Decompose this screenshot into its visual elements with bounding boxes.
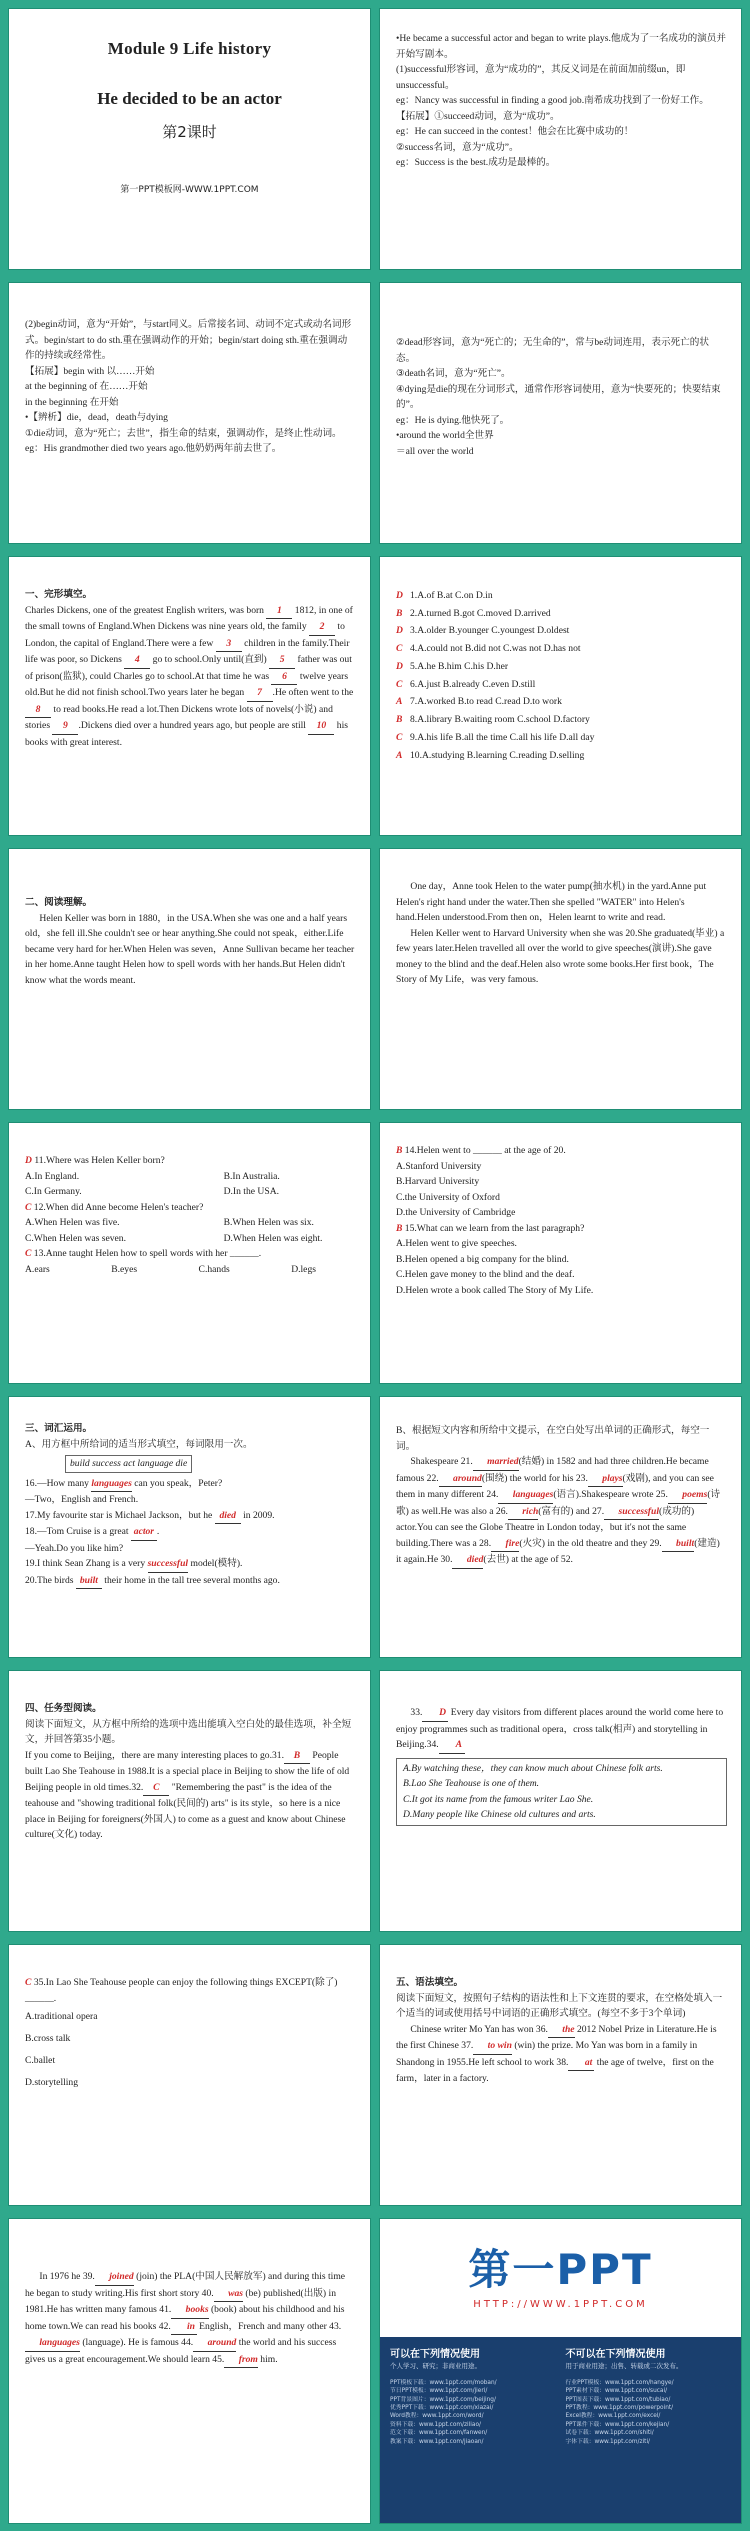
option-row <box>396 729 727 747</box>
passage-text: go to school.Only until(直到) <box>150 654 270 666</box>
question-option: D.Helen wrote a book called The Story of My Life. <box>396 1284 594 1296</box>
option-pair <box>25 1169 356 1185</box>
resource-link[interactable]: Excel教程：www.1ppt.com/excel/ <box>565 2413 661 2420</box>
option-line: D.Many people like Chinese old cultures and arts. <box>403 1809 596 1821</box>
resource-link[interactable]: PPT背景图片：www.1ppt.com/beijing/ <box>390 2396 496 2403</box>
vocab-answer: actor <box>131 1524 157 1541</box>
answer-blank: 1 <box>266 603 292 620</box>
vocab-items <box>25 1476 356 1590</box>
cloze-passage <box>25 603 356 751</box>
question-option: D.storytelling <box>25 2077 79 2089</box>
resource-link[interactable]: PPT教程：www.1ppt.com/powerpoint/ <box>565 2404 674 2411</box>
answer-blank: 8 <box>25 702 51 719</box>
question-text: 13.Anne taught Helen how to spell words with her ______. <box>31 1248 262 1260</box>
question-option: C.ballet <box>25 2055 56 2067</box>
question-stem <box>25 1153 356 1169</box>
question-text: 15.What can we learn from the last paragraph? <box>402 1222 585 1234</box>
answer-blank: from <box>224 2352 258 2369</box>
question-option: D.the University of Cambridge <box>396 1207 516 1219</box>
question-text: 12.When did Anne become Helen's teacher? <box>31 1201 204 1213</box>
answer-blank: around <box>193 2335 236 2352</box>
cloze-options <box>396 587 727 764</box>
option-answer: A <box>396 696 403 708</box>
question-answer: C <box>25 1201 32 1213</box>
question-option: C.When Helen was seven. <box>25 1232 126 1244</box>
links-list-1 <box>390 2379 556 2446</box>
q35-options <box>25 2006 356 2094</box>
passage-text: twelve years old.But he did not finish school.Two years later he began <box>25 670 349 699</box>
slide-grammar <box>379 1944 742 2206</box>
notes-successful <box>396 31 727 171</box>
grammar-passage <box>396 2022 727 2087</box>
resource-link[interactable]: 范文下载：www.1ppt.com/fanwen/ <box>390 2430 488 2437</box>
passage-text: father was out of prison(监狱), could Charles go to school.At that time he was <box>25 654 352 682</box>
note-line: ①die动词，意为“死亡；去世”，指生命的结束，强调动作，是终止性动词。 <box>25 427 342 439</box>
reading-text-2 <box>396 879 727 988</box>
resource-link[interactable]: 行业PPT模板：www.1ppt.com/hangye/ <box>565 2379 674 2386</box>
passage-text: English，French and many other 43. <box>196 2320 342 2332</box>
resource-link[interactable]: 资料下载：www.1ppt.com/ziliao/ <box>390 2421 481 2428</box>
passage-text: 2012 Nobel Prize in Literature.He is the first Chinese 37. <box>396 2023 717 2052</box>
option-answer: B <box>396 607 403 619</box>
q34-answer: A <box>439 1737 465 1754</box>
question-option: C.In Germany. <box>25 1186 82 1198</box>
vocab-heading: 三、词汇运用。 <box>25 1423 93 1434</box>
answer-blank: plays <box>588 1471 623 1488</box>
slide-vocab-b <box>379 1396 742 1658</box>
answer-blank: died <box>452 1552 483 1569</box>
q35-answer: C <box>25 1977 32 1988</box>
slide-task-reading <box>8 1670 371 1932</box>
allowed-sub: 个人学习、研究；非商业用途。 <box>390 2362 481 2370</box>
grammar-passage-2 <box>25 2269 356 2368</box>
passage-text: (win) the prize. <box>511 2040 574 2052</box>
question-option: B.cross talk <box>25 2033 71 2045</box>
vocab-text: model(模特). <box>188 1558 243 1570</box>
option-answer: D <box>396 660 403 672</box>
option-answer: C <box>396 643 403 655</box>
task-content <box>25 1701 356 1843</box>
option-answer: C <box>396 678 403 690</box>
notes-begin <box>25 317 356 457</box>
slide-task-options <box>379 1670 742 1932</box>
passage-text: People built Lao She Teahouse in 1988.It is a special place in Beijing to show the life of old Beijing people in old times.32. <box>25 1749 350 1793</box>
slide-title <box>8 8 371 270</box>
q33-text: Every day visitors from different places around the world come here to enjoy programmes such as traditional opera，cross talk(相声) and storytelling in Beijing.34. <box>396 1707 724 1751</box>
resource-link[interactable]: PPT模板下载：www.1ppt.com/moban/ <box>390 2379 497 2386</box>
option-text: 4.A.could not B.did not C.was not D.has not <box>410 643 581 655</box>
vocab-item <box>25 1492 356 1508</box>
option-text: 10.A.studying B.learning C.reading D.selling <box>410 749 585 761</box>
resource-link[interactable]: PPT课件下载：www.1ppt.com/kejian/ <box>565 2421 670 2428</box>
forbidden-title: 不可以在下列情况使用 <box>565 2349 666 2360</box>
question-answer: D <box>25 1155 32 1166</box>
answer-blank: B <box>284 1748 310 1765</box>
slide-questions-11-13 <box>8 1122 371 1384</box>
answer-blank: languages <box>25 2335 80 2352</box>
option-text: 3.A.older B.younger C.youngest D.oldest <box>410 625 570 637</box>
answer-blank: to win <box>473 2038 512 2055</box>
answer-blank: was <box>214 2286 243 2303</box>
vocab-text: . <box>156 1526 160 1538</box>
resource-link[interactable]: 节日PPT模板：www.1ppt.com/jieri/ <box>390 2388 488 2395</box>
question-option: B.Harvard University <box>396 1176 480 1188</box>
passage-text: If you come to Beijing，there are many interesting places to go. <box>25 1749 272 1761</box>
allowed-title: 可以在下列情况使用 <box>390 2349 480 2360</box>
vocab-answer: languages <box>91 1476 132 1493</box>
resource-link[interactable]: PPT图表下载：www.1ppt.com/tubiao/ <box>565 2396 671 2403</box>
option-answer: D <box>396 625 403 637</box>
vocab-item <box>25 1573 356 1590</box>
passage-text: 31. <box>271 1749 284 1761</box>
option-text: 2.A.turned B.got C.moved D.arrived <box>410 607 551 619</box>
question-stem <box>25 1200 356 1216</box>
option-row <box>396 693 727 711</box>
vocab-answer: died <box>215 1508 241 1525</box>
passage-text: him. <box>257 2353 278 2365</box>
task-heading: 四、任务型阅读。 <box>25 1703 102 1714</box>
question-answer: B <box>396 1222 403 1234</box>
questions-11-13 <box>25 1153 356 1277</box>
site-footer: 第一PPT模板网-WWW.1PPT.COM <box>120 185 259 195</box>
answer-blank: rich <box>508 1504 538 1521</box>
question-text: 11.Where was Helen Keller born? <box>31 1155 165 1166</box>
note-line: ④dying是die的现在分词形式，通常作形容词使用，意为“快要死的；快要结束的”。 <box>396 383 721 411</box>
question-stem <box>396 1221 727 1237</box>
question-option: B.When Helen was six. <box>223 1217 314 1229</box>
resource-link[interactable]: 教案下载：www.1ppt.com/jiaoan/ <box>390 2438 484 2445</box>
note-line: •【辨析】die，dead，death与dying <box>25 412 168 424</box>
task-options-content <box>396 1705 727 1830</box>
option-row <box>396 747 727 765</box>
answer-blank: 2 <box>309 619 335 636</box>
answer-blank: 5 <box>269 652 295 669</box>
slide-questions-14-15 <box>379 1122 742 1384</box>
answer-blank: books <box>171 2302 208 2319</box>
question-answer: B <box>396 1145 403 1156</box>
passage-text: (结婚) in 1582 and had three children.He became famous 22. <box>396 1456 709 1484</box>
option-row <box>396 658 727 676</box>
option-answer: C <box>396 731 403 743</box>
task-passage <box>25 1748 356 1843</box>
note-line: 【拓展】begin with 以……开始 <box>25 365 155 377</box>
question-stem <box>396 1143 727 1159</box>
grammar-instruction: 阅读下面短文，按照句子结构的语法性和上下文连贯的要求，在空格处填入一个适当的词或使用括号中词语的正确形式填空。(每空不多于3个单词) <box>396 1992 723 2020</box>
answer-blank: successful <box>604 1504 659 1521</box>
passage-text: Shakespeare 21. <box>410 1456 473 1468</box>
vocab-b-content <box>396 1423 727 1569</box>
cloze-heading: 一、完形填空。 <box>25 589 93 600</box>
option-line: C.It got its name from the famous writer Lao She. <box>403 1793 594 1805</box>
passage-text: (围绕) the world for his 23. <box>481 1472 588 1484</box>
passage-text: (诗歌) as well.He was also a 26. <box>396 1489 721 1517</box>
slide-begin <box>8 282 371 544</box>
slide-ppt-ad <box>379 2218 742 2524</box>
passage-text: (be) published(出版) in 1981.He has written many famous 41. <box>25 2287 336 2316</box>
cloze-content <box>25 587 356 750</box>
vocab-text: —Yeah.Do you like him? <box>25 1542 124 1554</box>
passage-text: Charles Dickens, one of the greatest English writers, was born <box>25 604 267 616</box>
note-line: in the beginning 在开始 <box>25 396 119 408</box>
option-row <box>25 1262 356 1278</box>
slide-successful <box>379 8 742 270</box>
answer-blank: languages <box>498 1487 553 1504</box>
note-line: (2)begin动词，意为“开始”，与start同义。后常接名词、动词不定式或动名词形式。begin/start to do sth.重在强调动作的开始；begin/start doing sth.重在强调动作的持续或经常性。 <box>25 319 352 362</box>
q33-number: 33. <box>410 1707 423 1718</box>
passage-text: In 1976 he 39. <box>39 2271 95 2282</box>
note-line: •He became a successful actor and began to write plays.他成为了一名成功的演员并开始写剧本。 <box>396 33 726 60</box>
slide-reading-1 <box>8 848 371 1110</box>
slide-dead <box>379 282 742 544</box>
option-text: 1.A.of B.at C.on D.in <box>410 590 493 601</box>
word-box: build success act language die <box>65 1455 192 1473</box>
passage-text: (火灾) in the old theatre and they 29. <box>519 1537 662 1549</box>
passage-text: "Remembering the past" is the idea of the teahouse and "showing traditional folk(民间的) arts" is its style，so here is a nice place in Beijing for foreigners(外国人) to come as a guest and know about Chinese culture(文化) today. <box>25 1781 346 1841</box>
vocab-text: 19.I think Sean Zhang is a very <box>25 1558 148 1570</box>
option-pair <box>25 1215 356 1231</box>
ppt-logo-text: 第一PPT <box>468 2245 653 2294</box>
slide-cloze <box>8 556 371 836</box>
passage-text: (去世) at the age of 52. <box>483 1554 573 1566</box>
answer-blank: in <box>171 2319 197 2336</box>
option-text: 8.A.library B.waiting room C.school D.factory <box>410 714 590 726</box>
answer-blank: joined <box>95 2269 134 2286</box>
vocab-text: can you speak，Peter? <box>131 1477 223 1489</box>
question-option: A.In England. <box>25 1170 80 1182</box>
vocab-instruction: A、用方框中所给词的适当形式填空，每词限用一次。 <box>25 1438 253 1450</box>
passage-text: (语言).Shakespeare wrote 25. <box>553 1489 668 1501</box>
answer-blank: at <box>568 2055 594 2072</box>
option-row <box>396 640 727 658</box>
passage-text: (戏剧), and you can see them in many different 24. <box>396 1472 714 1501</box>
option-text: 7.A.worked B.to read C.read D.to work <box>410 696 562 708</box>
question-option: A.ears <box>25 1263 50 1275</box>
answer-blank: around <box>439 1471 482 1488</box>
question-option: C.hands <box>198 1263 230 1275</box>
vocab-b-instruction: B、根据短文内容和所给中文提示，在空白处写出单词的正确形式，每空一词。 <box>396 1425 710 1452</box>
passage-text: to read books.He read a lot.Then Dickens wrote lots of novels(小说) and stories <box>25 703 333 732</box>
question-stem <box>25 1246 356 1262</box>
vocab-text: 20.The birds <box>25 1574 76 1586</box>
answer-blank: 6 <box>271 669 297 686</box>
slide-cloze-options <box>379 556 742 836</box>
note-line: ②success名词，意为“成功”。 <box>396 141 519 153</box>
reading-paragraph: Helen Keller went to Harvard University when she was 20.She graduated(毕业) a few years later.Helen travelled all over the world to give speeches(演讲).She gave money to the blind and the deaf.Helen also wrote some books.Her first book，The Story of My Life，was very famous. <box>396 927 725 986</box>
passage-text: his books with great interest. <box>25 720 348 748</box>
answer-blank: 4 <box>124 652 150 669</box>
passage-text: Chinese writer Mo Yan has won 36. <box>410 2023 548 2035</box>
answer-blank: 7 <box>247 685 273 702</box>
links-list-2 <box>566 2379 732 2446</box>
ppt-info-band <box>380 2337 741 2523</box>
note-line: ③death名词，意为“死亡”。 <box>396 368 511 380</box>
passage-text: (book) about his childhood and his home town.We can read his books 42. <box>25 2304 345 2332</box>
reading-paragraph: One day，Anne took Helen to the water pump(抽水机) in the yard.Anne put Helen's right hand under the water.Then she spelled "WATER" into Helen's hand.Helen understood.From then on，Helen learnt to write and read. <box>396 881 707 924</box>
passage-text: Mo Yan was born in a family in Shandong in 1955.He left school to work 38. <box>396 2040 698 2068</box>
passage-text: to London, the capital of England.There were a few <box>25 621 345 649</box>
answer-blank: poems <box>668 1487 707 1504</box>
option-answer: D <box>396 590 403 601</box>
vocab-answer: built <box>76 1573 102 1590</box>
passage-text: (建造) it again.He 30. <box>396 1537 720 1566</box>
answer-blank: 10 <box>308 718 334 735</box>
passage-text: He is famous 44. <box>125 2337 194 2349</box>
option-line: A.By watching these，they can know much about Chinese folk arts. <box>403 1762 663 1774</box>
option-answer: A <box>396 749 403 761</box>
question-option: A.When Helen was five. <box>25 1217 120 1229</box>
passage-text: 1812, in one of the small towns of England.When Dickens was nine years old, the family <box>25 604 353 633</box>
option-row <box>396 622 727 640</box>
vocab-item <box>25 1541 356 1557</box>
task-instruction: 阅读下面短文，从方框中所给的选项中选出能填入空白处的最佳选项，补全短文，并回答第35小题。 <box>25 1718 352 1746</box>
vocab-text: 16.—How many <box>25 1477 92 1489</box>
answer-blank: built <box>662 1536 695 1553</box>
reading-text: Helen Keller was born in 1880，in the USA.When she was one and a half years old，she fell ill.She couldn't see or hear anything.She could not speak，either.Life became very hard for her.When Helen was seven，Anne Sullivan became her teacher in her home.Anne taught Helen how to spell words with her hands.But Helen didn't know what the words meant. <box>25 912 355 986</box>
note-line: eg：Nancy was successful in finding a good job.南希成功找到了一份好工作。 <box>396 95 709 107</box>
resource-link[interactable]: PPT素材下载：www.1ppt.com/sucai/ <box>565 2388 668 2395</box>
vocab-text: 17.My favourite star is Michael Jackson，but he <box>25 1509 215 1521</box>
question-option: A.traditional opera <box>25 2011 98 2023</box>
lesson-title: He decided to be an actor <box>97 89 282 108</box>
answer-blank: the <box>548 2022 575 2039</box>
questions-14-15 <box>396 1143 727 1298</box>
option-line: B.Lao She Teahouse is one of them. <box>403 1778 540 1790</box>
option-row <box>396 587 727 605</box>
passage-text: .Dickens died over a hundred years ago, but people are still <box>78 720 309 732</box>
vocab-text: —Two，English and French. <box>25 1494 139 1506</box>
option-answer: B <box>396 714 403 726</box>
question-option: B.Helen opened a big company for the blind. <box>396 1253 569 1265</box>
note-line: at the beginning of 在……开始 <box>25 381 148 393</box>
grammar-heading: 五、语法填空。 <box>396 1977 464 1988</box>
option-pair <box>25 1184 356 1200</box>
question-option: B.In Australia. <box>223 1170 280 1182</box>
q33-34 <box>396 1705 727 1754</box>
question-option: B.eyes <box>111 1263 138 1275</box>
note-line: eg：Success is the best.成功是最棒的。 <box>396 157 556 169</box>
grammar-2-content <box>25 2269 356 2368</box>
resource-link[interactable]: 优秀PPT下载：www.1ppt.com/xiazai/ <box>390 2404 494 2411</box>
vocab-text: in 2009. <box>240 1509 275 1521</box>
option-text: 9.A.his life B.all the time C.all his life D.all day <box>410 731 595 743</box>
question-option: D.In the USA. <box>223 1186 280 1198</box>
vocab-b-passage <box>396 1454 727 1569</box>
slide-grammar-2 <box>8 2218 371 2524</box>
vocab-text: their home in the tall tree several months ago. <box>101 1574 280 1586</box>
answer-blank: married <box>473 1454 519 1471</box>
passage-text: (join) the PLA(中国人民解放军) and during this time he began to study writing.His first short story 40. <box>25 2271 346 2299</box>
vocab-item <box>25 1476 356 1493</box>
reading-heading: 二、阅读理解。 <box>25 897 93 908</box>
note-line: eg：He can succeed in the contest！他会在比赛中成功的！ <box>396 126 634 138</box>
period-label: 第2课时 <box>162 123 217 141</box>
resource-link[interactable]: 试卷下载：www.1ppt.com/shiti/ <box>565 2430 654 2437</box>
passage-text: (成功的) actor.You can see the Globe Theatre in London today，but it's not the same building.There was a 28. <box>396 1505 695 1549</box>
question-text: 14.Helen went to ______ at the age of 20. <box>402 1145 566 1156</box>
answer-blank: C <box>143 1780 169 1797</box>
question-answer: C <box>25 1248 32 1260</box>
vocab-item <box>25 1524 356 1541</box>
vocab-a-content <box>25 1421 356 1589</box>
options-box <box>396 1758 727 1826</box>
note-line: 【拓展】①succeed动词，意为“成功”。 <box>396 110 560 122</box>
passage-text: (富有的) and 27. <box>538 1505 605 1517</box>
q35-content <box>25 1975 356 2094</box>
slide-q35 <box>8 1944 371 2206</box>
resource-link[interactable]: Word教程：www.1ppt.com/word/ <box>390 2413 484 2420</box>
passage-text: .He often went to the <box>272 687 354 699</box>
option-row <box>396 711 727 729</box>
q33-answer: D <box>422 1705 448 1722</box>
reading-content <box>25 895 356 988</box>
answer-blank: 9 <box>52 718 78 735</box>
answer-blank: 3 <box>216 636 242 653</box>
ppt-url[interactable]: HTTP://WWW.1PPT.COM <box>473 2299 648 2310</box>
passage-text: the age of twelve，first on the farm，later in a factory. <box>396 2056 714 2085</box>
option-row <box>396 676 727 694</box>
question-option: D.When Helen was eight. <box>223 1232 323 1244</box>
slide-vocab-a <box>8 1396 371 1658</box>
question-option: C.the University of Oxford <box>396 1191 500 1203</box>
option-text: 6.A.just B.already C.even D.still <box>410 678 536 690</box>
note-line: eg：He is dying.他快死了。 <box>396 414 510 426</box>
passage-text: (language). <box>79 2337 126 2349</box>
question-option: C.Helen gave money to the blind and the deaf. <box>396 1269 575 1281</box>
question-option: A.Stanford University <box>396 1160 482 1172</box>
resource-link[interactable]: 字体下载：www.1ppt.com/ziti/ <box>565 2438 651 2445</box>
vocab-item <box>25 1508 356 1525</box>
option-text: 5.A.he B.him C.his D.her <box>410 660 509 672</box>
forbidden-sub: 用于商业用途；出售、转载或二次发布。 <box>565 2362 683 2370</box>
passage-text: the world and his success gives us a great encouragement.We should learn 45. <box>25 2337 337 2365</box>
note-line: eg：His grandmother died two years ago.他奶奶两年前去世了。 <box>25 443 282 455</box>
notes-dead <box>396 335 727 459</box>
question-option: A.Helen went to give speeches. <box>396 1238 517 1250</box>
q35-text: 35.In Lao She Teahouse people can enjoy the following things EXCEPT(除了) ______. <box>25 1977 338 2004</box>
passage-text: children in the family.Their life was poor, so Dickens <box>25 637 350 666</box>
vocab-answer: successful <box>148 1556 189 1573</box>
ppt-logo <box>380 2237 741 2310</box>
note-line: (1)successful形容词，意为“成功的”，其反义词是在前面加前缀un，即unsuccessful。 <box>396 64 686 91</box>
answer-blank: fire <box>491 1536 519 1553</box>
note-line: ＝all over the world <box>396 445 474 457</box>
vocab-item <box>25 1556 356 1573</box>
note-line: •around the world全世界 <box>396 430 494 442</box>
option-pair <box>25 1231 356 1247</box>
option-row <box>396 605 727 623</box>
module-title: Module 9 Life history <box>107 39 272 58</box>
note-line: ②dead形容词，意为“死亡的；无生命的”，常与be动词连用，表示死亡的状态。 <box>396 337 709 364</box>
vocab-text: 18.—Tom Cruise is a great <box>25 1526 131 1538</box>
grammar-content <box>396 1975 727 2087</box>
slide-reading-2 <box>379 848 742 1110</box>
question-option: D.legs <box>291 1263 316 1275</box>
